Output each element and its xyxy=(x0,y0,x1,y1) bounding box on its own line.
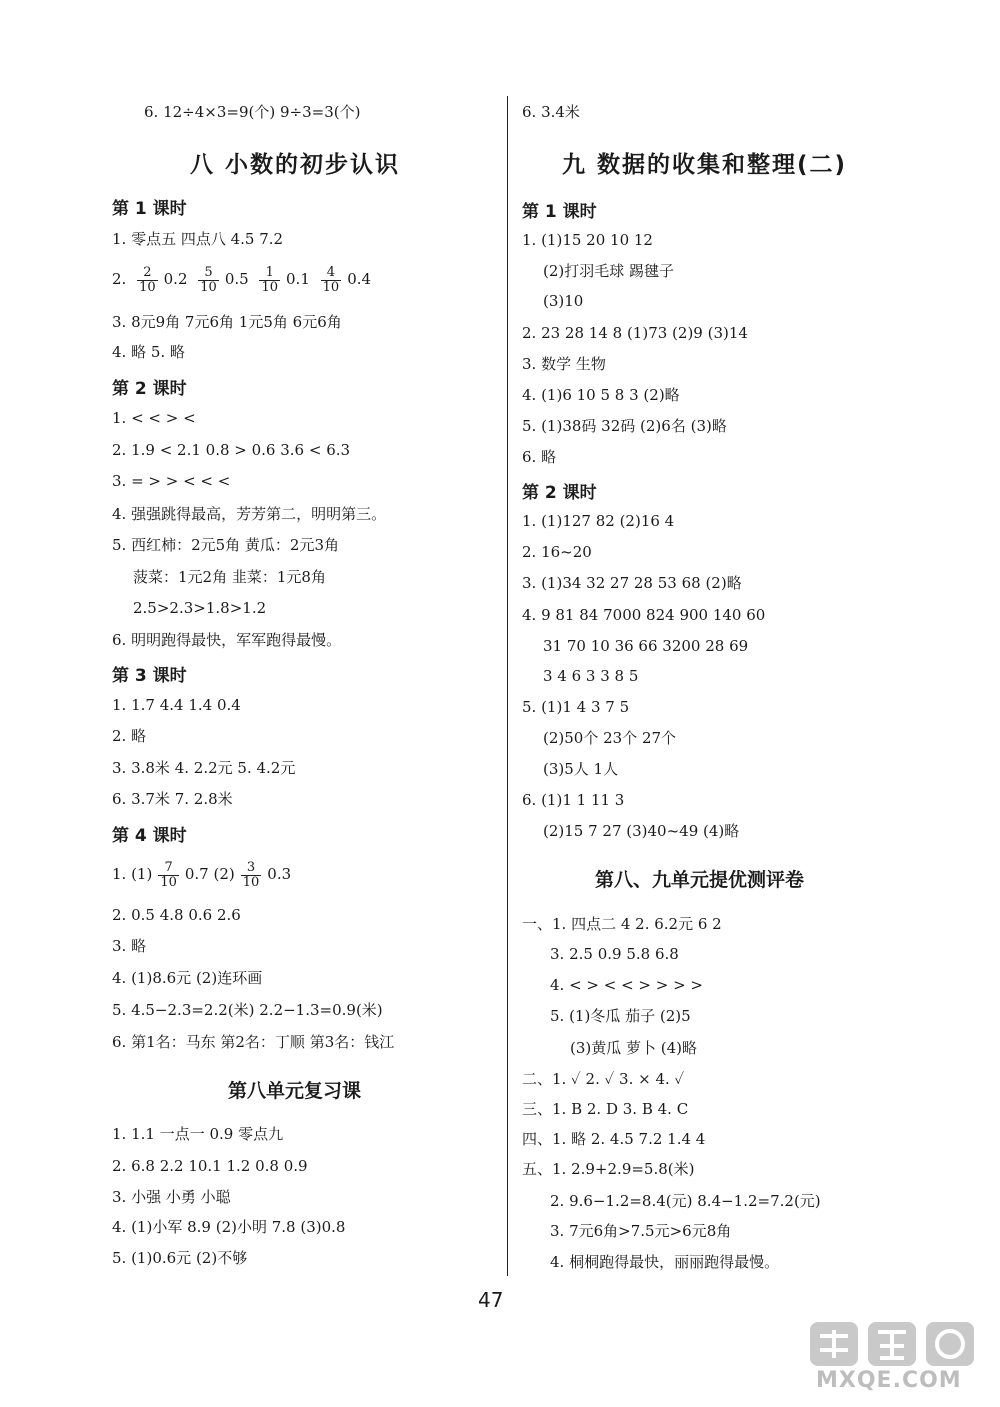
answer-line: 三、1. B 2. D 3. B 4. C xyxy=(522,1100,689,1118)
answer-line: 2. 16~20 xyxy=(522,543,592,561)
answer-line: 3. 2.5 0.9 5.8 6.8 xyxy=(550,945,679,963)
answer-line: 1. (1)127 82 (2)16 4 xyxy=(522,512,675,530)
answer-line: 3. 略 xyxy=(112,937,147,955)
answer-line: 2. 略 xyxy=(112,727,147,745)
answer-line: 5. (1)冬瓜 茄子 (2)5 xyxy=(550,1007,691,1025)
answer-line: 3 4 6 3 3 8 5 xyxy=(543,667,639,685)
fraction-answer-line xyxy=(112,855,291,893)
watermark-site: MXQE.COM xyxy=(816,1368,962,1393)
lesson-title: 第 2 课时 xyxy=(522,483,597,503)
answer-line: 6. 3.7米 7. 2.8米 xyxy=(112,790,233,808)
answer-line: (3)5人 1人 xyxy=(543,760,619,778)
answer-line: 1. < < > < xyxy=(112,409,196,427)
answer-line: 4. (1)8.6元 (2)连环画 xyxy=(112,969,263,987)
answer-line: 4. (1)6 10 5 8 3 (2)略 xyxy=(522,386,680,404)
answer-line: (2)15 7 27 (3)40~49 (4)略 xyxy=(543,822,740,840)
lesson-title: 第 3 课时 xyxy=(112,666,187,686)
answer-line: 3. = > > < < < xyxy=(112,472,231,490)
test-title: 第八、九单元提优测评卷 xyxy=(595,869,805,891)
answer-line: (3)黄瓜 萝卜 (4)略 xyxy=(570,1039,698,1057)
answer-line: 五、1. 2.9+2.9=5.8(米) xyxy=(522,1160,695,1178)
answer-line: 3. 小强 小勇 小聪 xyxy=(112,1188,231,1206)
answer-line: 6. 3.4米 xyxy=(522,103,580,121)
answer-line: 5. (1)0.6元 (2)不够 xyxy=(112,1249,248,1267)
fraction: $\frac{2}{10}$ xyxy=(139,264,156,295)
page-number: 47 xyxy=(478,1288,504,1312)
answer-line: 1. 1.7 4.4 1.4 0.4 xyxy=(112,696,241,714)
answer-line: 菠菜：1元2角 韭菜：1元8角 xyxy=(133,568,326,586)
lesson-title: 第 1 课时 xyxy=(112,199,187,219)
item-number: 1. (1) xyxy=(112,865,153,883)
answer-line: 3. 7元6角>7.5元>6元8角 xyxy=(550,1222,732,1240)
answer-line: 2. 1.9 < 2.1 0.8 > 0.6 3.6 < 6.3 xyxy=(112,441,351,459)
answer-line: 4. 9 81 84 7000 824 900 140 60 xyxy=(522,606,766,624)
answer-line: 4. 桐桐跑得最快，丽丽跑得最慢。 xyxy=(550,1253,780,1271)
answer-line: 31 70 10 36 66 3200 28 69 xyxy=(543,637,749,655)
decimal: 0.4 xyxy=(347,270,372,288)
answer-line: 四、1. 略 2. 4.5 7.2 1.4 4 xyxy=(522,1130,706,1148)
decimal: 0.5 xyxy=(224,270,249,288)
fraction-answer-line xyxy=(112,260,371,298)
answer-line: 1. 零点五 四点八 4.5 7.2 xyxy=(112,230,284,248)
fraction: $\frac{5}{10}$ xyxy=(200,264,217,295)
answer-line: 4. 略 5. 略 xyxy=(112,343,185,361)
answer-line: 2. 6.8 2.2 10.1 1.2 0.8 0.9 xyxy=(112,1157,308,1175)
review-title: 第八单元复习课 xyxy=(228,1080,362,1102)
answer-line: (2)50个 23个 27个 xyxy=(543,729,677,747)
column-divider xyxy=(507,96,508,1276)
answer-line: 3. 3.8米 4. 2.2元 5. 4.2元 xyxy=(112,759,296,777)
decimal: 0.1 xyxy=(286,270,310,288)
answer-line: 4. (1)小军 8.9 (2)小明 7.8 (3)0.8 xyxy=(112,1218,346,1236)
answer-line: 3. (1)34 32 27 28 53 68 (2)略 xyxy=(522,574,742,592)
answer-line: 2. 9.6−1.2=8.4(元) 8.4−1.2=7.2(元) xyxy=(550,1192,821,1210)
answer-line: 一、1. 四点二 4 2. 6.2元 6 2 xyxy=(522,915,722,933)
answer-line: 3. 8元9角 7元6角 1元5角 6元6角 xyxy=(112,313,342,331)
answer-line: 6. (1)1 1 11 3 xyxy=(522,791,625,809)
fraction: $\frac{1}{10}$ xyxy=(261,264,279,295)
lesson-title: 第 4 课时 xyxy=(112,826,187,846)
answer-line: 3. 数学 生物 xyxy=(522,355,606,373)
answer-line: (3)10 xyxy=(543,292,584,310)
answer-line: 4. < > < < > > > > xyxy=(550,976,704,994)
unit-title-eight: 八 小数的初步认识 xyxy=(190,152,401,178)
answer-line: 4. 强强跳得最高，芳芳第二，明明第三。 xyxy=(112,505,387,523)
answer-line: 1. (1)15 20 10 12 xyxy=(522,231,653,249)
answer-line: 5. 4.5−2.3=2.2(米) 2.2−1.3=0.9(米) xyxy=(112,1001,383,1019)
answer-line: 1. 1.1 一点一 0.9 零点九 xyxy=(112,1125,284,1143)
lesson-title: 第 2 课时 xyxy=(112,379,187,399)
fraction: $\frac{4}{10}$ xyxy=(322,264,340,295)
answer-line: 6. 略 xyxy=(522,448,557,466)
answer-line: 5. (1)1 4 3 7 5 xyxy=(522,698,630,716)
answer-line: 5. (1)38码 32码 (2)6名 (3)略 xyxy=(522,417,727,435)
answer-line: 2.5>2.3>1.8>1.2 xyxy=(133,599,267,617)
answer-line: 二、1. ✓ 2. ✓ 3. × 4. ✓ xyxy=(522,1070,685,1088)
answer-text: 0.7 (2) xyxy=(184,865,235,883)
fraction: $\frac{3}{10}$ xyxy=(242,859,260,890)
answer-line: 6. 第1名：马东 第2名：丁顺 第3名：钱江 xyxy=(112,1033,395,1051)
unit-title-nine: 九 数据的收集和整理(二) xyxy=(562,152,848,178)
answer-line: 6. 明明跑得最快，军军跑得最慢。 xyxy=(112,631,342,649)
answer-line: 2. 0.5 4.8 0.6 2.6 xyxy=(112,906,241,924)
decimal: 0.3 xyxy=(267,865,292,883)
item-number: 2. xyxy=(112,270,127,288)
fraction: $\frac{7}{10}$ xyxy=(160,859,177,890)
decimal: 0.2 xyxy=(163,270,188,288)
answer-line: 6. 12÷4×3=9(个) 9÷3=3(个) xyxy=(144,103,361,121)
answer-line: 2. 23 28 14 8 (1)73 (2)9 (3)14 xyxy=(522,324,748,342)
lesson-title: 第 1 课时 xyxy=(522,202,597,222)
answer-line: (2)打羽毛球 踢毽子 xyxy=(543,262,675,280)
answer-line: 5. 西红柿：2元5角 黄瓜：2元3角 xyxy=(112,536,340,554)
